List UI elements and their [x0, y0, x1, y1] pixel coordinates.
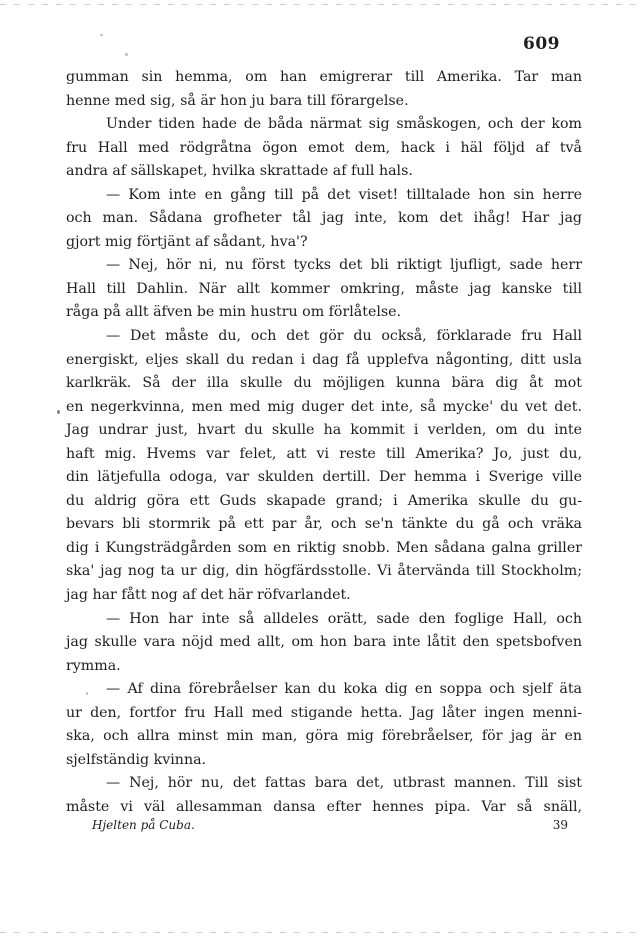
- text-line: — Nej, hör ni, nu först tycks det bli riktigt ljufligt, sade herr: [106, 257, 582, 274]
- text-line: bevars bli stormrik på ett par år, och se'n tänkte du gå och vräka: [66, 516, 582, 533]
- text-line: fru Hall med rödgråtna ögon emot dem, hack i häl följd af två: [66, 139, 582, 156]
- text-line: — Af dina förebråelser kan du koka dig en soppa och sjelf äta: [106, 681, 582, 698]
- text-line: råga på allt äfven be min hustru om förlåtelse.: [66, 304, 402, 321]
- footer-book-title: Hjelten på Cuba.: [92, 818, 195, 832]
- body-text: [66, 66, 582, 820]
- page-number: 609: [523, 34, 560, 54]
- text-line: och man. Sådana grofheter tål jag inte, kom det ihåg! Har jag: [66, 210, 582, 227]
- text-line: gjort mig förtjänt af sådant, hva'?: [66, 233, 308, 250]
- text-line: dig i Kungsträdgården som en riktig snobb. Men sådana galna griller: [66, 539, 582, 556]
- text-line: karlkräk. Så der illa skulle du möjligen kunna bära dig åt mot: [66, 375, 582, 392]
- text-line: jag har fått nog af det här röfvarlandet.: [66, 587, 351, 604]
- text-line: — Hon har inte så alldeles orätt, sade den foglige Hall, och: [106, 610, 582, 627]
- text-line: Jag undrar just, hvart du skulle ha kommit i verlden, om du inte: [66, 422, 582, 439]
- text-line: andra af sällskapet, hvilka skrattade af full hals.: [66, 163, 413, 180]
- text-line: — Det måste du, och det gör du också, förklarade fru Hall: [106, 328, 582, 345]
- text-line: Under tiden hade de båda närmat sig småskogen, och der kom: [106, 116, 582, 133]
- text-line: henne med sig, så är hon ju bara till förargelse.: [66, 92, 409, 109]
- text-line: din lätjefulla odoga, var skulden dertill. Der hemma i Sverige ville: [66, 469, 582, 486]
- text-line: måste vi väl allesamman dansa efter hennes pipa. Var så snäll,: [66, 798, 582, 815]
- footer-signature-mark: 39: [552, 818, 568, 832]
- text-line: rymma.: [66, 657, 121, 674]
- text-line: ska' jag nog ta ur dig, din högfärdsstolle. Vi återvända till Stockholm;: [66, 563, 582, 580]
- text-line: ur den, fortfor fru Hall med stigande hetta. Jag låter ingen menni-: [66, 704, 582, 721]
- text-line: haft mig. Hvems var felet, att vi reste till Amerika? Jo, just du,: [66, 445, 582, 462]
- text-line: energiskt, eljes skall du redan i dag få upplefva någonting, ditt usla: [66, 351, 582, 368]
- text-line: — Nej, hör nu, det fattas bara det, utbrast mannen. Till sist: [106, 775, 582, 792]
- text-line: jag skulle vara nöjd med allt, om hon bara inte låtit den spetsbofven: [66, 634, 582, 651]
- text-line: — Kom inte en gång till på det viset! tilltalade hon sin herre: [106, 186, 582, 203]
- text-line: sjelfständig kvinna.: [66, 751, 207, 768]
- text-line: du aldrig göra ett Guds skapade grand; i Amerika skulle du gu-: [66, 492, 582, 509]
- text-line: Hall till Dahlin. När allt kommer omkring, måste jag kanske till: [66, 280, 582, 297]
- page-footer: [92, 818, 568, 836]
- text-line: ska, och allra minst min man, göra mig förebråelser, för jag är en: [66, 728, 582, 745]
- scan-speck: [100, 34, 103, 36]
- bottom-scan-edge: [0, 932, 640, 933]
- text-line: en negerkvinna, men med mig duger det inte, så mycke' du vet det.: [66, 398, 582, 415]
- scan-speck: [125, 53, 128, 56]
- top-scan-edge: [0, 4, 640, 5]
- scan-speck: [57, 410, 60, 414]
- text-line: gumman sin hemma, om han emigrerar till Amerika. Tar man: [66, 69, 582, 85]
